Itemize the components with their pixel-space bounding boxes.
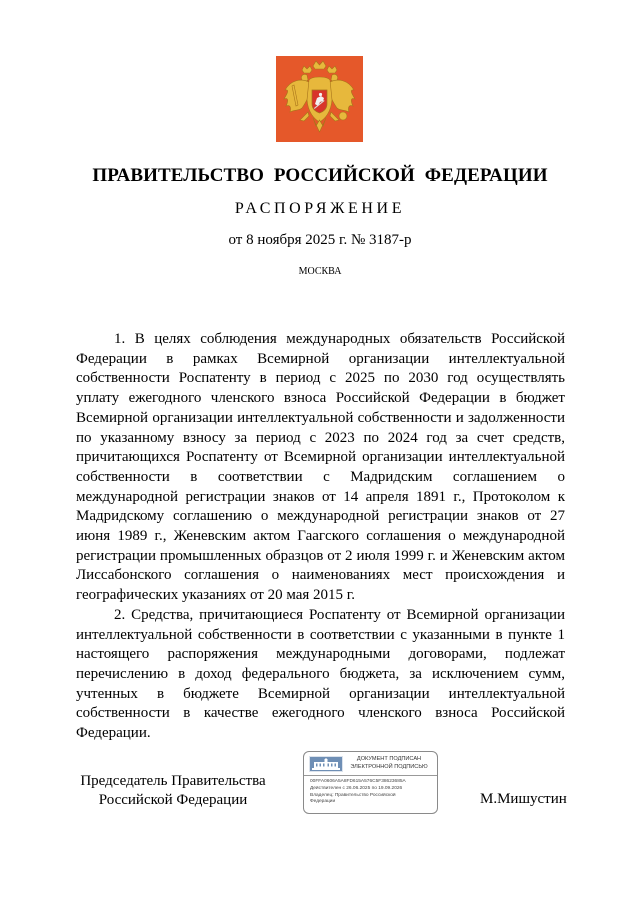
document-city: МОСКВА — [298, 266, 342, 277]
stamp-validity: Действителен с 26.06.2025 по 19.09.2026 — [310, 785, 403, 791]
government-building-icon — [309, 756, 343, 772]
stamp-details — [310, 779, 434, 806]
signatory-position-line-2: Российской Федерации — [98, 791, 248, 808]
electronic-signature-stamp — [303, 751, 438, 814]
stamp-certificate: 00FFA0606A5A8FD615A576C5F38623685A — [310, 779, 406, 784]
signatory-name: М.Мишустин — [480, 791, 567, 807]
document-type: РАСПОРЯЖЕНИЕ — [234, 200, 406, 217]
signatory-position-line-1: Председатель Правительства — [80, 773, 266, 789]
stamp-title-line-2: ЭЛЕКТРОННОЙ ПОДПИСЬЮ — [350, 763, 428, 770]
stamp-owner-line-1: Владелец: Правительство Российской — [310, 792, 396, 798]
stamp-title-line-1: ДОКУМЕНТ ПОДПИСАН — [356, 756, 422, 762]
signatory-position — [78, 772, 268, 809]
document-body — [76, 330, 565, 744]
document-date-number: от 8 ноября 2025 г. № 3187-р — [228, 232, 412, 248]
paragraph-1: 1. В целях соблюдения международных обязательств Российской Федерации в рамках Всемирной организации интеллектуальной собственности Роспатенту в период с 2025 по 2030 год осуществлять уплату ежегодного членского взноса Российской Федерации в бюджет Всемирной организации интеллектуальной собственности и задолженности по указанному взносу за период с 2023 по 2024 год за счет средств, причитающихся Роспатенту от Всемирной организации интеллектуальной собственности в соответствии с Мадридским соглашением о международной регистрации знаков от 14 апреля 1891 г., Протоколом к Мадридскому соглашению о международной регистрации знаков от 27 июня 1989 г., Женевским актом Гаагского соглашения о международной регистрации промышленных образцов от 2 июля 1999 г. и Женевским актом Лиссабонского соглашения о наименованиях мест происхождения и географических указаниях от 20 мая 2015 г. — [76, 331, 565, 604]
paragraph-2: 2. Средства, причитающиеся Роспатенту от Всемирной организации интеллектуальной собственности в соответствии с указанными в пункте 1 настоящего распоряжения международными договорами, подлежат перечислению в доход федерального бюджета, за исключением сумм, учтенных в бюджете Всемирной организации интеллектуальной собственности в качестве ежегодного членского взноса Российской Федерации. — [76, 606, 565, 742]
stamp-header — [304, 752, 437, 776]
coat-of-arms-emblem — [276, 56, 363, 142]
stamp-title — [344, 756, 434, 771]
government-title: ПРАВИТЕЛЬСТВО РОССИЙСКОЙ ФЕДЕРАЦИИ — [92, 165, 548, 186]
stamp-owner-line-2: Федерации — [310, 799, 336, 805]
